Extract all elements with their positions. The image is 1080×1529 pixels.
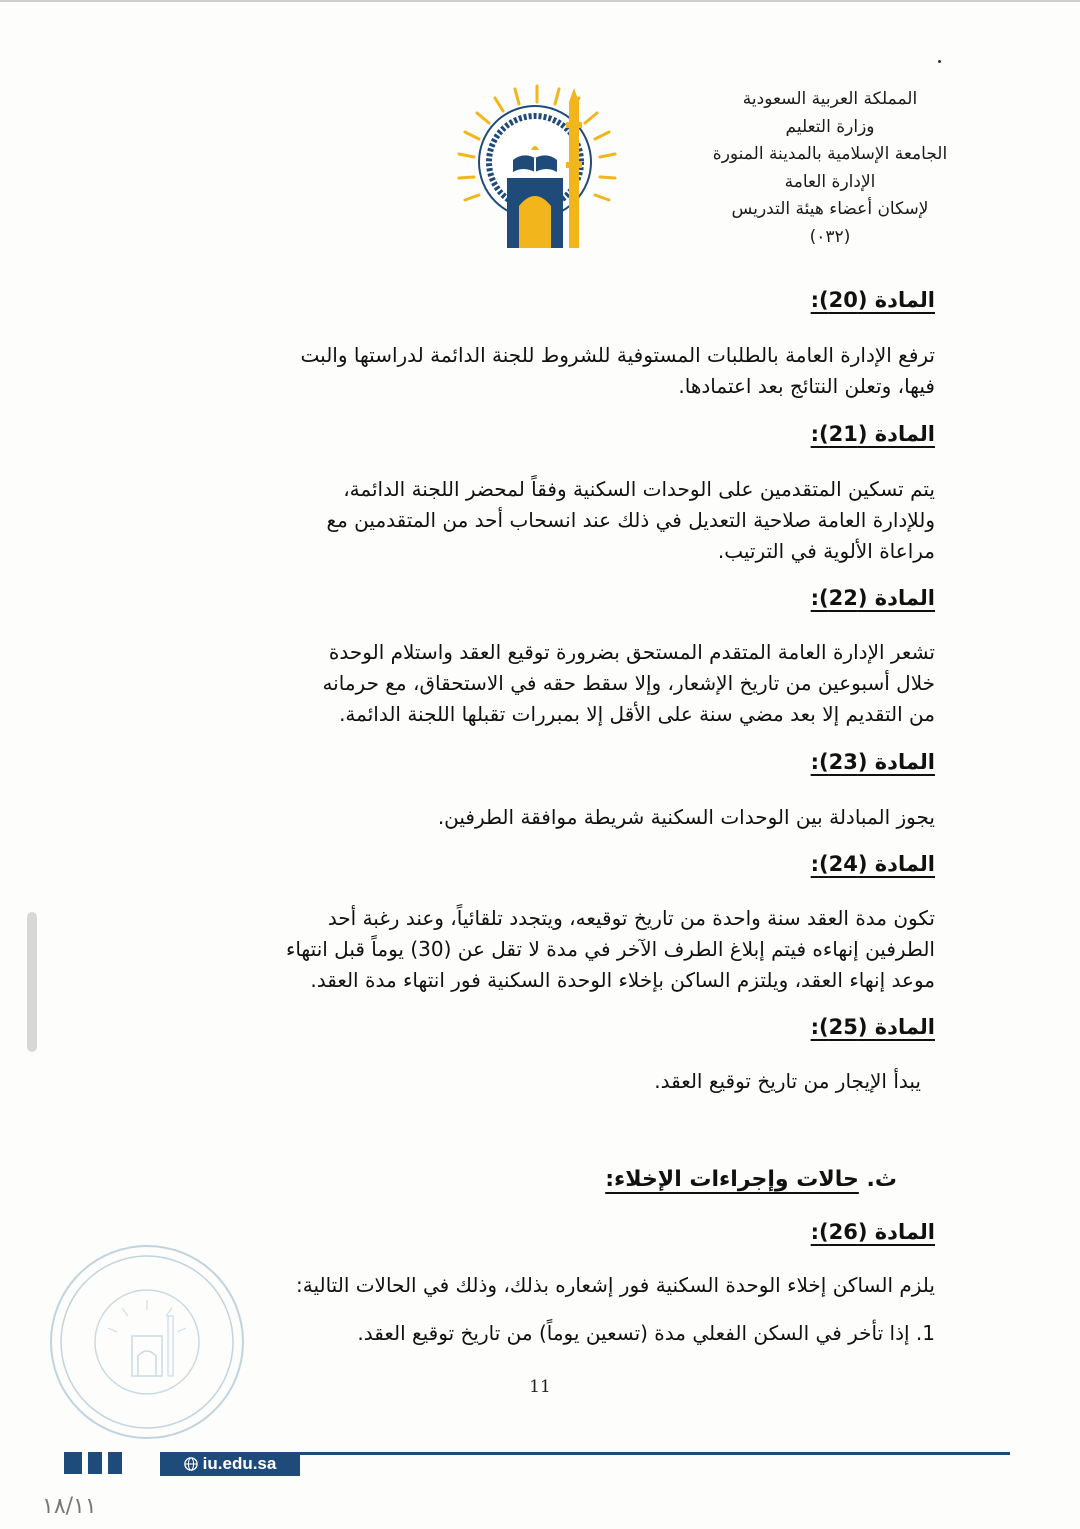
article-26-title: المادة (26): — [810, 1220, 935, 1244]
article-25-title: المادة (25): — [810, 1015, 935, 1039]
article-21-text — [145, 474, 935, 567]
article-20-title: المادة (20): — [810, 288, 935, 312]
scrollbar[interactable] — [27, 912, 37, 1052]
article-22-text — [145, 637, 935, 730]
article-23-text — [438, 802, 935, 833]
section-heading — [605, 1167, 897, 1192]
footer-url-text[interactable]: iu.edu.sa — [202, 1454, 277, 1473]
article-20-text — [145, 340, 935, 402]
article-20-line: فيها، وتعلن النتائج بعد اعتمادها. — [678, 374, 935, 398]
article-21-line: مراعاة الألوية في الترتيب. — [717, 539, 935, 563]
list-item-text: إذا تأخر في السكن الفعلي مدة (تسعين يوماً) من تاريخ توقيع العقد. — [357, 1321, 910, 1345]
letterhead-line-country: المملكة العربية السعودية — [742, 89, 918, 109]
article-23-title: المادة (23): — [810, 750, 935, 774]
globe-icon — [184, 1457, 198, 1471]
footer-bar — [88, 1452, 102, 1474]
article-24-line: تكون مدة العقد سنة واحدة من تاريخ توقيعه، ويتجدد تلقائياً، وعند رغبة أحد — [327, 906, 935, 930]
article-24-text — [145, 903, 935, 996]
letterhead-line-university: الجامعة الإسلامية بالمدينة المنورة — [712, 144, 948, 164]
article-22-line: خلال أسبوعين من تاريخ الإشعار، وإلا سقط حقه في الاستحقاق، مع حرمانه — [322, 671, 935, 695]
article-26-intro: يلزم الساكن إخلاء الوحدة السكنية فور إشعاره بذلك، وذلك في الحالات التالية: — [296, 1273, 935, 1297]
article-25-text — [654, 1066, 921, 1097]
footer-line — [300, 1452, 1010, 1455]
official-seal-icon — [42, 1240, 252, 1445]
article-20-line: ترفع الإدارة العامة بالطلبات المستوفية للشروط للجنة الدائمة لدراستها والبت — [300, 343, 935, 367]
section-title: حالات وإجراءات الإخلاء: — [605, 1167, 859, 1192]
article-22-line: تشعر الإدارة العامة المتقدم المستحق بضرورة توقيع العقد واستلام الوحدة — [328, 640, 935, 664]
letterhead-line-department: الإدارة العامة — [784, 171, 876, 192]
footer-bars — [64, 1452, 122, 1474]
article-21-line: وللإدارة العامة صلاحية التعديل في ذلك عند انسحاب أحد من المتقدمين مع — [326, 508, 935, 532]
section-marker: ث. — [866, 1167, 897, 1192]
footer-bar — [64, 1452, 82, 1474]
article-21-line: يتم تسكين المتقدمين على الوحدات السكنية وفقاً لمحضر اللجنة الدائمة، — [343, 477, 935, 501]
article-24-line: موعد إنهاء العقد، ويلتزم الساكن بإخلاء الوحدة السكنية فور انتهاء مدة العقد. — [310, 968, 935, 992]
article-24-line: الطرفين إنهاءه فيتم إبلاغ الطرف الآخر في مدة لا تقل عن (30) يوماً قبل انتهاء — [285, 937, 935, 961]
list-item — [357, 1321, 935, 1345]
article-24-title: المادة (24): — [810, 852, 935, 876]
article-22-title: المادة (22): — [810, 586, 935, 610]
letterhead-line-ministry: وزارة التعليم — [785, 116, 875, 137]
letterhead — [660, 86, 1000, 251]
scan-dot — [938, 60, 941, 63]
article-21-title: المادة (21): — [810, 422, 935, 446]
footer-bar — [108, 1452, 122, 1474]
article-23-line: يجوز المبادلة بين الوحدات السكنية شريطة موافقة الطرفين. — [437, 805, 935, 829]
footer-website[interactable] — [160, 1452, 300, 1476]
article-22-line: من التقديم إلا بعد مضي سنة على الأقل إلا بمبررات تقبلها اللجنة الدائمة. — [339, 702, 935, 726]
page-count-note: ١٨/١١ — [42, 1494, 97, 1519]
page-number: 11 — [529, 1377, 551, 1397]
university-logo-icon — [455, 82, 620, 252]
letterhead-line-code: (٠٣٢) — [809, 226, 851, 247]
letterhead-line-unit: لإسكان أعضاء هيئة التدريس — [731, 199, 929, 219]
list-item-number: 1. — [915, 1321, 935, 1345]
top-border — [0, 0, 1080, 2]
article-25-line: يبدأ الإيجار من تاريخ توقيع العقد. — [654, 1069, 921, 1093]
